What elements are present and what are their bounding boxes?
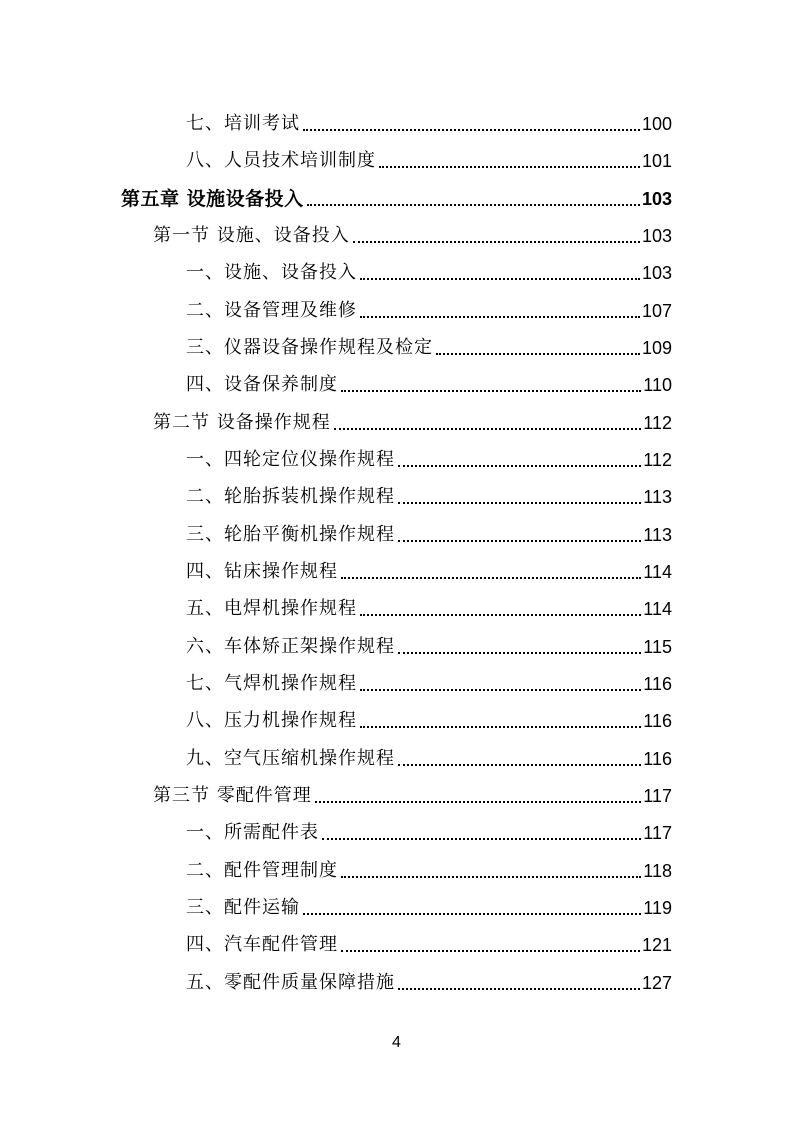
toc-entry-page: 116 [643,749,672,769]
dot-leader [436,353,640,355]
toc-section-entry[interactable] [153,777,672,807]
toc-entry[interactable] [186,329,672,359]
dot-leader [398,988,640,990]
toc-entry-title: 四、汽车配件管理 [186,934,338,955]
dot-leader [379,166,640,168]
toc-entry-title: 八、人员技术培训制度 [186,150,376,171]
dot-leader [353,241,640,243]
dot-leader [398,502,641,504]
dot-leader [307,204,640,206]
toc-entry[interactable] [186,889,672,919]
toc-entry-title: 一、所需配件表 [186,822,319,843]
toc-entry-title: 七、气焊机操作规程 [186,673,357,694]
toc-entry-title: 四、钻床操作规程 [186,561,338,582]
toc-entry-page: 101 [641,151,672,171]
toc-entry-page: 114 [643,599,672,619]
toc-entry-title: 五、电焊机操作规程 [186,598,357,619]
dot-leader [360,278,640,280]
toc-entry-page: 119 [643,898,672,918]
dot-leader [360,614,641,616]
toc-entry[interactable] [186,740,672,770]
dot-leader [360,689,641,691]
toc-entry-page: 113 [643,487,672,507]
toc-entry-page: 109 [641,338,672,358]
toc-entry-title: 五、零配件质量保障措施 [186,972,395,993]
toc-entry-title: 三、配件运输 [186,897,300,918]
toc-entry[interactable] [186,441,672,471]
dot-leader [398,764,641,766]
toc-entry-title: 二、轮胎拆装机操作规程 [186,486,395,507]
toc-entry[interactable] [186,105,672,135]
toc-entry-title: 第五章 设施设备投入 [121,188,304,210]
toc-entry-page: 116 [643,711,672,731]
dot-leader [315,801,642,803]
toc-entry-page: 117 [643,786,672,806]
toc-entry[interactable] [186,142,672,172]
toc-entry-page: 112 [643,413,672,433]
toc-entry-page: 103 [641,189,672,209]
toc-entry-title: 第二节 设备操作规程 [153,412,331,433]
toc-entry-title: 三、仪器设备操作规程及检定 [186,337,433,358]
toc-entry-page: 112 [643,450,672,470]
toc-entry[interactable] [186,814,672,844]
dot-leader [303,129,640,131]
toc-entry-title: 八、压力机操作规程 [186,710,357,731]
toc-chapter-entry[interactable] [121,180,672,210]
toc-entry[interactable] [186,478,672,508]
dot-leader [360,316,640,318]
toc-entry[interactable] [186,926,672,956]
toc-entry-page: 103 [641,226,672,246]
toc-entry[interactable] [186,628,672,658]
dot-leader [360,726,641,728]
toc-entry-title: 六、车体矫正架操作规程 [186,636,395,657]
toc-section-entry[interactable] [153,404,672,434]
dot-leader [322,838,641,840]
toc-entry[interactable] [186,964,672,994]
dot-leader [398,540,641,542]
toc-entry-title: 二、设备管理及维修 [186,300,357,321]
dot-leader [398,465,641,467]
toc-entry-title: 第一节 设施、设备投入 [153,225,350,246]
dot-leader [341,876,641,878]
toc-entry[interactable] [186,852,672,882]
toc-entry-title: 九、空气压缩机操作规程 [186,748,395,769]
dot-leader [398,652,641,654]
toc-entry-title: 七、培训考试 [186,113,300,134]
dot-leader [303,913,641,915]
toc-entry-page: 118 [643,861,672,881]
toc-entry-page: 114 [643,562,672,582]
toc-entry-title: 第三节 零配件管理 [153,785,312,806]
dot-leader [334,428,642,430]
page-number: 4 [392,1034,401,1051]
toc-entry-page: 100 [641,114,672,134]
toc-entry[interactable] [186,553,672,583]
toc-entry-page: 116 [643,674,672,694]
toc-entry-title: 三、轮胎平衡机操作规程 [186,524,395,545]
toc-entry-title: 二、配件管理制度 [186,860,338,881]
toc-entry-page: 107 [641,301,672,321]
toc-entry[interactable] [186,292,672,322]
toc-entry[interactable] [186,665,672,695]
toc-section-entry[interactable] [153,217,672,247]
toc-entry-page: 127 [641,973,672,993]
toc-entry-title: 一、设施、设备投入 [186,262,357,283]
dot-leader [341,577,641,579]
toc-entry[interactable] [186,590,672,620]
toc-entry-page: 110 [643,375,672,395]
toc-entry-page: 115 [643,637,672,657]
toc-entry-title: 一、四轮定位仪操作规程 [186,449,395,470]
toc-entry[interactable] [186,516,672,546]
dot-leader [341,950,640,952]
toc-entry-page: 113 [643,525,672,545]
toc-entry[interactable] [186,702,672,732]
toc-entry[interactable] [186,366,672,396]
dot-leader [341,390,641,392]
toc-entry-page: 117 [643,823,672,843]
toc-entry-page: 121 [641,935,672,955]
toc-entry-title: 四、设备保养制度 [186,374,338,395]
toc-entry-page: 103 [641,263,672,283]
toc-entry[interactable] [186,254,672,284]
